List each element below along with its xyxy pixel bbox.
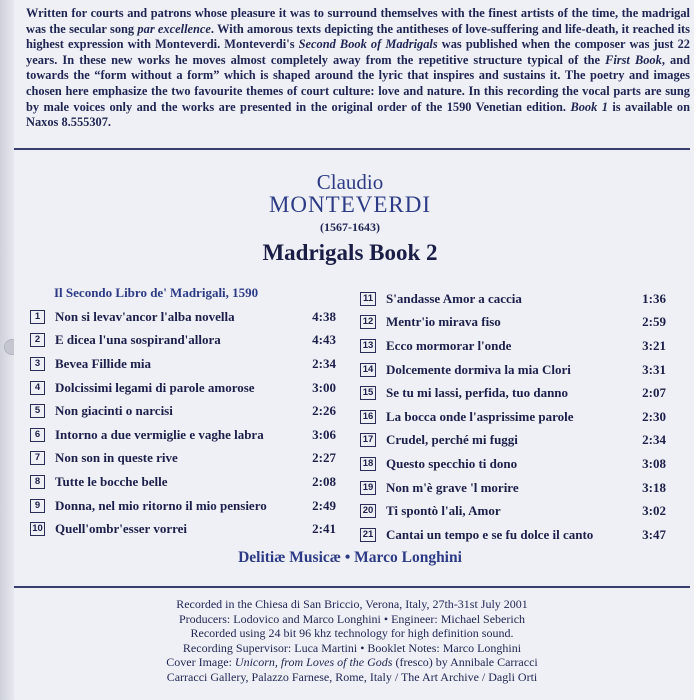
track-number: 6 [30, 428, 45, 442]
track-title: Non si levav'ancor l'alba novella [55, 308, 235, 324]
composer-dates: (1567-1643) [320, 220, 380, 234]
track-duration: 2:49 [312, 497, 336, 513]
track-duration: 3:00 [312, 379, 336, 395]
track-number: 12 [360, 315, 376, 329]
track-title: Dolcemente dormiva la mia Clori [386, 361, 571, 377]
track-item[interactable] [360, 311, 666, 335]
track-item[interactable] [360, 476, 666, 500]
track-duration: 2:08 [312, 473, 336, 489]
track-item[interactable] [360, 287, 666, 311]
track-item[interactable] [360, 429, 666, 453]
track-number: 17 [360, 433, 376, 447]
credits-technology: Recorded using 24 bit 96 khz technology for high definition sound. [190, 626, 514, 641]
track-number: 9 [30, 499, 45, 513]
track-duration: 2:41 [312, 521, 336, 537]
composer-first-name: Claudio [316, 170, 384, 194]
track-title: Bevea Fillide mia [55, 355, 152, 371]
intro-paragraph: Written for courts and patrons whose pleasure it was to surround themselves with the finest artists of the time, the madrigal was the secular song par excellence. With amorous texts depicting the antitheses of love-suffering and life-death, it reached its highest expression with Monteverdi. Monteverdi's Second Book of Madrigals was published when the composer was just 22 years. In these new works he moves almost completely away from the repetitive structure typical of the First Book, and towards the “form without a form” which is shaped around the lyric that inspires and sustains it. The poetry and images chosen here emphasize the two favourite themes of court culture: love and nature. In this recording the vocal parts are sung by male voices only and the works are presented in the original order of the 1590 Venetian edition. Book 1 is available on Naxos 8.555307. [26, 6, 691, 130]
track-duration: 2:30 [642, 408, 666, 424]
track-duration: 2:26 [312, 403, 336, 419]
track-number: 20 [360, 504, 376, 518]
track-number: 19 [360, 481, 376, 495]
track-duration: 3:02 [642, 503, 666, 519]
track-item[interactable] [30, 329, 336, 353]
divider-bottom [14, 586, 690, 588]
track-item[interactable] [30, 447, 336, 471]
track-duration: 3:21 [642, 337, 666, 353]
track-item[interactable] [360, 358, 666, 382]
track-title: Quell'ombr'esser vorrei [55, 521, 188, 537]
track-duration: 2:27 [312, 450, 336, 466]
track-number: 21 [360, 528, 376, 542]
track-number: 14 [360, 363, 376, 377]
track-duration: 3:08 [642, 455, 666, 471]
performers: Delitiæ Musicæ • Marco Longhini [238, 549, 462, 566]
track-duration: 2:59 [642, 314, 666, 330]
track-item[interactable] [30, 423, 336, 447]
track-number: 8 [30, 475, 45, 489]
track-item[interactable] [360, 523, 666, 547]
track-number: 15 [360, 386, 376, 400]
track-item[interactable] [30, 470, 336, 494]
track-item[interactable] [30, 305, 336, 329]
track-number: 7 [30, 451, 45, 465]
track-item[interactable] [360, 452, 666, 476]
track-number: 16 [360, 410, 376, 424]
track-number: 4 [30, 381, 45, 395]
track-number: 10 [30, 522, 45, 536]
track-duration: 3:47 [642, 526, 666, 542]
track-title: Intorno a due vermiglie e vaghe labra [55, 426, 264, 442]
track-duration: 3:06 [312, 426, 336, 442]
track-item[interactable] [30, 399, 336, 423]
track-title: La bocca onde l'asprissime parole [386, 408, 574, 424]
track-title: Se tu mi lassi, perfida, tuo danno [386, 385, 569, 401]
track-item[interactable] [30, 517, 336, 541]
divider-top [14, 148, 690, 150]
track-item[interactable] [30, 376, 336, 400]
composer-last-name: MONTEVERDI [268, 192, 432, 217]
track-duration: 2:34 [312, 355, 336, 371]
track-title: Ecco mormorar l'onde [386, 337, 512, 353]
credits-block [14, 597, 690, 685]
credits-supervisor: Recording Supervisor: Luca Martini • Booklet Notes: Marco Longhini [182, 640, 522, 655]
track-duration: 4:43 [312, 332, 336, 348]
track-number: 13 [360, 339, 376, 353]
track-number: 2 [30, 333, 45, 347]
track-title: Crudel, perché mi fuggi [386, 432, 518, 448]
track-title: Non giacinti o narcisi [55, 403, 173, 419]
track-item[interactable] [30, 494, 336, 518]
track-duration: 3:18 [642, 479, 666, 495]
track-title: Donna, nel mio ritorno il mio pensiero [55, 497, 267, 513]
credits-recording-venue: Recorded in the Chiesa di San Briccio, Verona, Italy, 27th-31st July 2001 [176, 597, 528, 611]
track-duration: 2:07 [642, 385, 666, 401]
track-duration: 2:34 [642, 432, 666, 448]
track-item[interactable] [360, 381, 666, 405]
track-title: S'andasse Amor a caccia [386, 290, 522, 306]
credits-producers: Producers: Lodovico and Marco Longhini • Engineer: Michael Seberich [178, 611, 526, 626]
track-item[interactable] [360, 334, 666, 358]
collection-subtitle: Il Secondo Libro de' Madrigali, 1590 [54, 285, 259, 300]
track-title: Tutte le bocche belle [55, 473, 168, 489]
track-number: 1 [30, 310, 45, 324]
track-item[interactable] [30, 352, 336, 376]
track-number: 3 [30, 357, 45, 371]
track-number: 11 [360, 292, 376, 306]
track-duration: 4:38 [312, 308, 336, 324]
track-number: 18 [360, 457, 376, 471]
track-title: Non m'è grave 'l morire [386, 479, 519, 495]
track-title: Mentr'io mirava fiso [386, 314, 501, 330]
track-title: Non son in queste rive [55, 450, 178, 466]
track-item[interactable] [360, 405, 666, 429]
track-duration: 3:31 [642, 361, 666, 377]
track-title: E dicea l'una sospirand'allora [55, 332, 221, 348]
track-item[interactable] [360, 499, 666, 523]
track-duration: 1:36 [642, 290, 666, 306]
album-title: Madrigals Book 2 [262, 240, 438, 265]
track-title: Ti spontò l'ali, Amor [386, 503, 501, 519]
track-number: 5 [30, 404, 45, 418]
track-title: Cantai un tempo e se fu dolce il canto [386, 526, 594, 542]
track-title: Questo specchio ti dono [386, 455, 518, 471]
track-list-right [360, 287, 666, 547]
credits-cover-image: Cover Image: Unicorn, from Loves of the Gods (fresco) by Annibale Carracci [166, 655, 538, 670]
credits-gallery: Carracci Gallery, Palazzo Farnese, Rome, Italy / The Art Archive / Dagli Orti [166, 669, 538, 684]
track-title: Dolcissimi legami di parole amorose [55, 379, 255, 395]
track-list-left [30, 305, 336, 541]
